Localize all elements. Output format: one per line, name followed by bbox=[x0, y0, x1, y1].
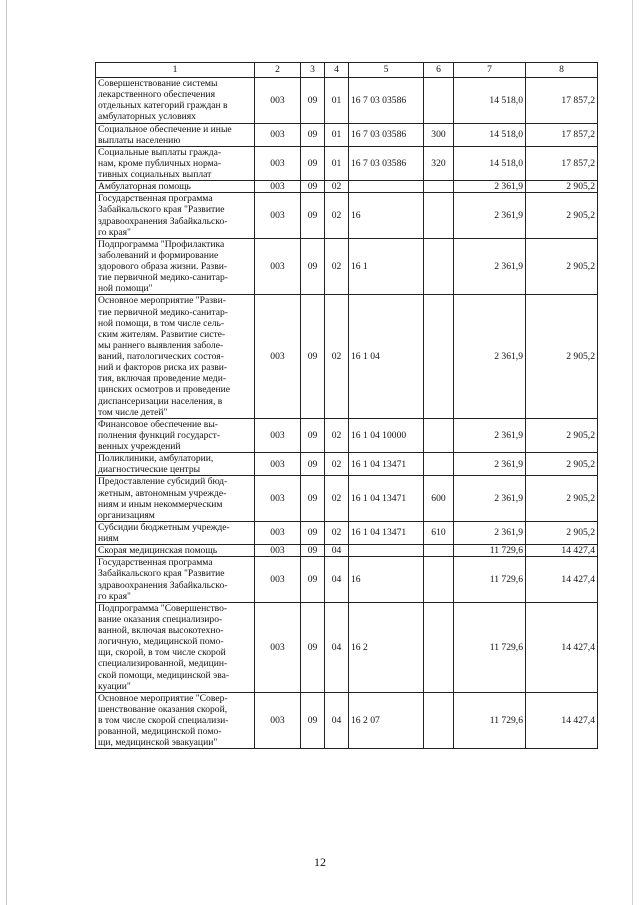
admin-code-cell: 003 bbox=[255, 193, 301, 239]
column-header: 7 bbox=[454, 63, 526, 78]
table-header-row bbox=[96, 63, 598, 78]
column-header: 2 bbox=[255, 63, 301, 78]
table-row bbox=[96, 238, 598, 295]
table-row bbox=[96, 193, 598, 239]
section-cell: 09 bbox=[301, 146, 325, 180]
amount-year1-cell: 2 361,9 bbox=[454, 181, 526, 193]
expense-type-cell bbox=[424, 545, 454, 557]
table-row bbox=[96, 692, 598, 749]
row-name-cell: Предоставление субсидий бюд- жетным, автономным учрежде- ниям и иным некоммерческим организациям bbox=[96, 476, 255, 522]
expense-type-cell bbox=[424, 692, 454, 749]
page-number: 12 bbox=[314, 855, 326, 869]
admin-code-cell: 003 bbox=[255, 146, 301, 180]
table-row bbox=[96, 123, 598, 146]
subsection-cell: 02 bbox=[325, 521, 349, 544]
subsection-cell: 02 bbox=[325, 238, 349, 295]
subsection-cell: 01 bbox=[325, 123, 349, 146]
expense-type-cell bbox=[424, 453, 454, 476]
amount-year1-cell: 2 361,9 bbox=[454, 476, 526, 522]
row-name-cell: Финансовое обеспечение вы- полнения функций государст- венных учреждений bbox=[96, 418, 255, 452]
row-name-cell: Подпрограмма "Совершенство- вание оказания специализиро- ванной, включая высокотехно- логичную, медицинской помо- щи, скорой, в том числе скорой специализированной, медицин- ской помощи, медицинской эва- куации" bbox=[96, 602, 255, 692]
row-name-cell: Подпрограмма "Профилактика заболеваний и формирование здорового образа жизни. Разви- тие первичной медико-санитар- ной помощи" bbox=[96, 238, 255, 295]
amount-year2-cell: 17 857,2 bbox=[526, 78, 598, 124]
table-row bbox=[96, 545, 598, 557]
subsection-cell: 04 bbox=[325, 545, 349, 557]
expense-type-cell bbox=[424, 78, 454, 124]
amount-year2-cell: 14 427,4 bbox=[526, 692, 598, 749]
row-name-cell: Амбулаторная помощь bbox=[96, 181, 255, 193]
expense-type-cell bbox=[424, 193, 454, 239]
subsection-cell: 04 bbox=[325, 692, 349, 749]
scan-edge-left bbox=[6, 0, 7, 905]
amount-year2-cell: 17 857,2 bbox=[526, 123, 598, 146]
target-article-cell: 16 2 bbox=[349, 602, 424, 692]
admin-code-cell: 003 bbox=[255, 692, 301, 749]
expense-type-cell: 320 bbox=[424, 146, 454, 180]
admin-code-cell: 003 bbox=[255, 476, 301, 522]
amount-year1-cell: 2 361,9 bbox=[454, 193, 526, 239]
amount-year1-cell: 2 361,9 bbox=[454, 238, 526, 295]
section-cell: 09 bbox=[301, 78, 325, 124]
expense-type-cell: 610 bbox=[424, 521, 454, 544]
subsection-cell: 01 bbox=[325, 78, 349, 124]
column-header: 8 bbox=[526, 63, 598, 78]
row-name-cell: Основное мероприятие "Разви- тие первичной медико-санитар- ной помощи, в том числе сель- ским жителям. Развитие систе- мы раннего выявления заболе- ваний, патологических состоя- ний и факторов риска их разви- тия, включая проведение меди- цинских осмотров и проведение диспансеризации населения, в том числе детей" bbox=[96, 295, 255, 418]
section-cell: 09 bbox=[301, 238, 325, 295]
expense-type-cell bbox=[424, 238, 454, 295]
section-cell: 09 bbox=[301, 193, 325, 239]
amount-year1-cell: 2 361,9 bbox=[454, 521, 526, 544]
amount-year2-cell: 2 905,2 bbox=[526, 476, 598, 522]
target-article-cell: 16 1 bbox=[349, 238, 424, 295]
amount-year1-cell: 2 361,9 bbox=[454, 418, 526, 452]
target-article-cell: 16 bbox=[349, 193, 424, 239]
expense-type-cell bbox=[424, 557, 454, 603]
subsection-cell: 02 bbox=[325, 181, 349, 193]
section-cell: 09 bbox=[301, 521, 325, 544]
admin-code-cell: 003 bbox=[255, 521, 301, 544]
row-name-cell: Государственная программа Забайкальского края "Развитие здравоохранения Забайкальско- го края" bbox=[96, 557, 255, 603]
row-name-cell: Основное мероприятие "Совер- шенствование оказания скорой, в том числе скорой специализи- рованной, медицинской помо- щи, медицинской эвакуации" bbox=[96, 692, 255, 749]
column-header: 3 bbox=[301, 63, 325, 78]
amount-year2-cell: 14 427,4 bbox=[526, 602, 598, 692]
section-cell: 09 bbox=[301, 602, 325, 692]
expense-type-cell bbox=[424, 295, 454, 418]
admin-code-cell: 003 bbox=[255, 78, 301, 124]
section-cell: 09 bbox=[301, 123, 325, 146]
amount-year1-cell: 2 361,9 bbox=[454, 295, 526, 418]
table-row bbox=[96, 557, 598, 603]
subsection-cell: 04 bbox=[325, 557, 349, 603]
target-article-cell: 16 2 07 bbox=[349, 692, 424, 749]
subsection-cell: 02 bbox=[325, 193, 349, 239]
table-row bbox=[96, 181, 598, 193]
table-row bbox=[96, 295, 598, 418]
table-row bbox=[96, 453, 598, 476]
target-article-cell: 16 1 04 13471 bbox=[349, 476, 424, 522]
column-header: 6 bbox=[424, 63, 454, 78]
amount-year2-cell: 2 905,2 bbox=[526, 295, 598, 418]
row-name-cell: Социальные выплаты гражда- нам, кроме публичных норма- тивных социальных выплат bbox=[96, 146, 255, 180]
target-article-cell: 16 1 04 bbox=[349, 295, 424, 418]
table-row bbox=[96, 78, 598, 124]
amount-year2-cell: 2 905,2 bbox=[526, 193, 598, 239]
amount-year2-cell: 2 905,2 bbox=[526, 181, 598, 193]
expense-type-cell: 600 bbox=[424, 476, 454, 522]
target-article-cell: 16 7 03 03586 bbox=[349, 78, 424, 124]
column-header: 5 bbox=[349, 63, 424, 78]
amount-year2-cell: 2 905,2 bbox=[526, 453, 598, 476]
target-article-cell: 16 7 03 03586 bbox=[349, 123, 424, 146]
scan-edge-right bbox=[632, 0, 633, 905]
column-header: 1 bbox=[96, 63, 255, 78]
admin-code-cell: 003 bbox=[255, 418, 301, 452]
amount-year1-cell: 2 361,9 bbox=[454, 453, 526, 476]
target-article-cell: 16 1 04 13471 bbox=[349, 453, 424, 476]
table-row bbox=[96, 521, 598, 544]
row-name-cell: Скорая медицинская помощь bbox=[96, 545, 255, 557]
column-header: 4 bbox=[325, 63, 349, 78]
table-row bbox=[96, 476, 598, 522]
table-body bbox=[96, 78, 598, 749]
subsection-cell: 01 bbox=[325, 146, 349, 180]
subsection-cell: 02 bbox=[325, 476, 349, 522]
amount-year2-cell: 17 857,2 bbox=[526, 146, 598, 180]
admin-code-cell: 003 bbox=[255, 181, 301, 193]
amount-year2-cell: 2 905,2 bbox=[526, 521, 598, 544]
admin-code-cell: 003 bbox=[255, 557, 301, 603]
amount-year2-cell: 2 905,2 bbox=[526, 418, 598, 452]
amount-year2-cell: 14 427,4 bbox=[526, 545, 598, 557]
amount-year1-cell: 11 729,6 bbox=[454, 692, 526, 749]
target-article-cell bbox=[349, 545, 424, 557]
section-cell: 09 bbox=[301, 453, 325, 476]
subsection-cell: 02 bbox=[325, 295, 349, 418]
amount-year1-cell: 11 729,6 bbox=[454, 545, 526, 557]
amount-year1-cell: 11 729,6 bbox=[454, 602, 526, 692]
target-article-cell: 16 1 04 13471 bbox=[349, 521, 424, 544]
admin-code-cell: 003 bbox=[255, 453, 301, 476]
admin-code-cell: 003 bbox=[255, 602, 301, 692]
amount-year1-cell: 14 518,0 bbox=[454, 123, 526, 146]
amount-year2-cell: 2 905,2 bbox=[526, 238, 598, 295]
target-article-cell: 16 7 03 03586 bbox=[349, 146, 424, 180]
subsection-cell: 02 bbox=[325, 453, 349, 476]
expense-type-cell bbox=[424, 181, 454, 193]
section-cell: 09 bbox=[301, 418, 325, 452]
row-name-cell: Субсидии бюджетным учрежде- ниям bbox=[96, 521, 255, 544]
admin-code-cell: 003 bbox=[255, 123, 301, 146]
admin-code-cell: 003 bbox=[255, 545, 301, 557]
table-row bbox=[96, 146, 598, 180]
section-cell: 09 bbox=[301, 557, 325, 603]
expense-type-cell bbox=[424, 602, 454, 692]
row-name-cell: Социальное обеспечение и иные выплаты населению bbox=[96, 123, 255, 146]
expense-type-cell bbox=[424, 418, 454, 452]
section-cell: 09 bbox=[301, 295, 325, 418]
target-article-cell: 16 bbox=[349, 557, 424, 603]
amount-year1-cell: 14 518,0 bbox=[454, 146, 526, 180]
table-row bbox=[96, 418, 598, 452]
section-cell: 09 bbox=[301, 692, 325, 749]
admin-code-cell: 003 bbox=[255, 238, 301, 295]
section-cell: 09 bbox=[301, 545, 325, 557]
target-article-cell: 16 1 04 10000 bbox=[349, 418, 424, 452]
section-cell: 09 bbox=[301, 476, 325, 522]
target-article-cell bbox=[349, 181, 424, 193]
amount-year1-cell: 14 518,0 bbox=[454, 78, 526, 124]
section-cell: 09 bbox=[301, 181, 325, 193]
subsection-cell: 04 bbox=[325, 602, 349, 692]
amount-year1-cell: 11 729,6 bbox=[454, 557, 526, 603]
budget-table bbox=[95, 62, 598, 749]
row-name-cell: Совершенствование системы лекарственного обеспечения отдельных категорий граждан в амбулаторных условиях bbox=[96, 78, 255, 124]
subsection-cell: 02 bbox=[325, 418, 349, 452]
row-name-cell: Государственная программа Забайкальского края "Развитие здравоохранения Забайкальско- го края" bbox=[96, 193, 255, 239]
expense-type-cell: 300 bbox=[424, 123, 454, 146]
row-name-cell: Поликлиники, амбулатории, диагностические центры bbox=[96, 453, 255, 476]
table-row bbox=[96, 602, 598, 692]
admin-code-cell: 003 bbox=[255, 295, 301, 418]
amount-year2-cell: 14 427,4 bbox=[526, 557, 598, 603]
